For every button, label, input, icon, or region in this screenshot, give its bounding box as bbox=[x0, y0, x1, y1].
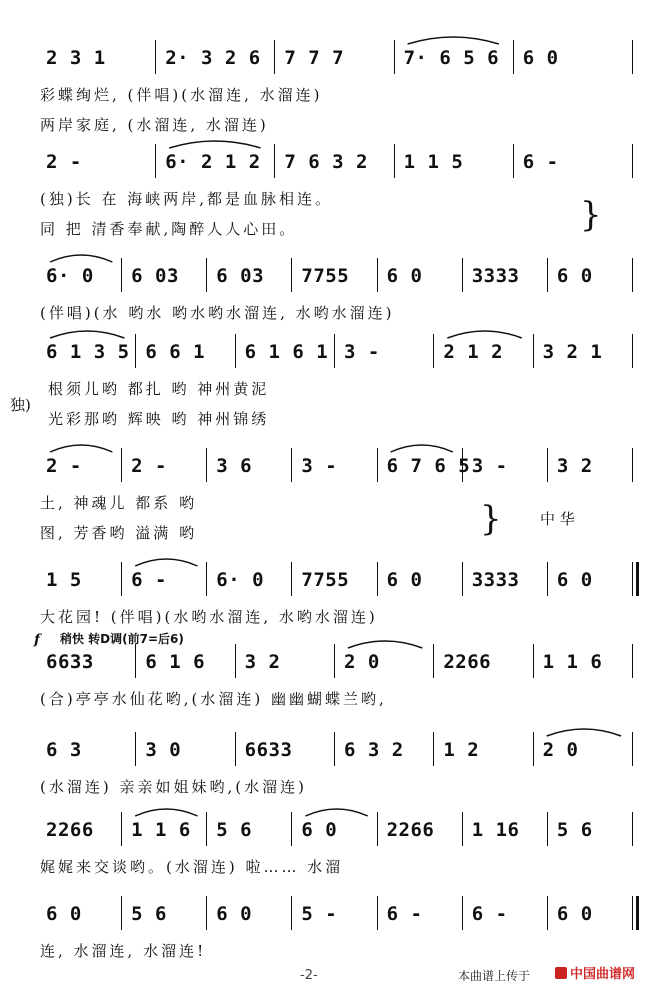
measure: 2 3 1 bbox=[46, 47, 106, 69]
slur-arc bbox=[408, 37, 499, 44]
lyric-line: 两岸家庭, (水溜连, 水溜连) bbox=[40, 116, 269, 134]
measure: 1 16 bbox=[471, 819, 520, 841]
dynamic-mark: f bbox=[34, 632, 41, 648]
slur-arc bbox=[447, 331, 521, 338]
lyric-line: 光彩那哟 辉映 哟 神州锦绣 bbox=[48, 410, 270, 428]
slur-marks bbox=[40, 634, 636, 674]
measure: 1 1 6 bbox=[131, 819, 191, 841]
lyric-line: 同 把 清香奉献,陶醉人人心田。 bbox=[40, 220, 298, 238]
measure: 3 - bbox=[471, 455, 508, 477]
measure: 6 7 6 5 bbox=[386, 455, 471, 477]
lyric-line: (水溜连) 亲亲如姐妹哟,(水溜连) bbox=[40, 778, 307, 796]
measure: 5 6 bbox=[556, 819, 593, 841]
measure: 2 0 bbox=[542, 739, 579, 761]
measure: 2 1 2 bbox=[443, 341, 504, 363]
measure: 5 6 bbox=[131, 903, 167, 925]
solo-label: 独) bbox=[10, 396, 31, 414]
measure: 6 0 bbox=[301, 819, 338, 841]
measure: 6 03 bbox=[216, 265, 265, 287]
measure: 6 3 2 bbox=[344, 739, 404, 761]
lyric-line: 大花园! (伴唱)(水哟水溜连, 水哟水溜连) bbox=[40, 608, 378, 626]
slur-arc bbox=[305, 809, 367, 816]
site-logo bbox=[555, 963, 635, 982]
lyric-line: 土, 神魂儿 都系 哟 bbox=[40, 494, 198, 512]
slur-marks bbox=[40, 552, 636, 592]
measure: 7· 6 5 6 bbox=[403, 47, 500, 69]
lyric-line: (伴唱)(水 哟水 哟水哟水溜连, 水哟水溜连) bbox=[40, 304, 395, 322]
slur-marks bbox=[40, 30, 636, 70]
slur-marks bbox=[40, 324, 636, 364]
measure: 6 0 bbox=[556, 569, 593, 591]
slur-marks bbox=[40, 886, 636, 926]
tempo-key-change: 稍快 转D调(前7=后6) bbox=[60, 632, 184, 646]
slur-arc bbox=[348, 641, 422, 648]
measure: 6 - bbox=[386, 903, 423, 925]
source-note: 本曲谱上传于 bbox=[458, 969, 531, 983]
measure: 1 5 bbox=[46, 569, 82, 591]
measure: 7 6 3 2 bbox=[284, 151, 368, 173]
measure: 7755 bbox=[301, 569, 350, 591]
measure: 2266 bbox=[46, 819, 94, 841]
logo-icon bbox=[555, 967, 567, 979]
measure: 2· 3 2 6 bbox=[165, 47, 261, 69]
measure: 2 - bbox=[131, 455, 167, 477]
measure: 6 0 bbox=[522, 47, 559, 69]
measure: 6· 0 bbox=[216, 569, 265, 591]
slur-arc bbox=[50, 445, 112, 452]
lyric-brace: } bbox=[480, 499, 502, 539]
lyric-line: (独)长 在 海峡两岸,都是血脉相连。 bbox=[40, 190, 334, 208]
measure: 6 - bbox=[471, 903, 508, 925]
site-logo-text: 中国曲谱网 bbox=[570, 967, 636, 982]
measure: 1 1 6 bbox=[542, 651, 603, 673]
measure: 6 0 bbox=[216, 903, 253, 925]
lyric-continuation: 中 华 bbox=[540, 510, 575, 528]
lyric-line: 彩蝶绚烂, (伴唱)(水溜连, 水溜连) bbox=[40, 86, 323, 104]
measure: 3 6 bbox=[216, 455, 253, 477]
measure: 1 1 5 bbox=[403, 151, 464, 173]
measure: 6 1 3 5 bbox=[46, 341, 130, 363]
measure: 3 - bbox=[301, 455, 338, 477]
slur-arc bbox=[135, 809, 197, 816]
measure: 6 0 bbox=[556, 903, 593, 925]
measure: 6 1 6 1 bbox=[244, 341, 329, 363]
measure: 1 2 bbox=[443, 739, 480, 761]
slur-arc bbox=[547, 729, 621, 736]
measure: 6 - bbox=[131, 569, 167, 591]
measure: 7755 bbox=[301, 265, 350, 287]
lyric-line: 娓娓来交谈哟。(水溜连) 啦…… 水溜 bbox=[40, 858, 344, 876]
measure: 6 0 bbox=[386, 569, 423, 591]
measure: 6 6 1 bbox=[145, 341, 206, 363]
measure: 6· 2 1 2 bbox=[165, 151, 261, 173]
measure: 6633 bbox=[244, 739, 293, 761]
measure: 6 - bbox=[522, 151, 559, 173]
measure: 3333 bbox=[471, 569, 520, 591]
slur-arc bbox=[50, 331, 124, 338]
measure: 6633 bbox=[46, 651, 94, 673]
measure: 3 2 1 bbox=[542, 341, 603, 363]
measure: 6 3 bbox=[46, 739, 82, 761]
measure: 6 1 6 bbox=[145, 651, 206, 673]
measure: 3333 bbox=[471, 265, 520, 287]
measure: 3 2 bbox=[244, 651, 281, 673]
lyric-line: 连, 水溜连, 水溜连! bbox=[40, 942, 207, 960]
measure: 6 0 bbox=[386, 265, 423, 287]
lyric-line: 图, 芳香哟 溢满 哟 bbox=[40, 524, 198, 542]
measure: 6 0 bbox=[556, 265, 593, 287]
slur-marks bbox=[40, 248, 636, 288]
measure: 3 2 bbox=[556, 455, 593, 477]
slur-arc bbox=[391, 445, 453, 452]
slur-marks bbox=[40, 134, 636, 174]
measure: 5 - bbox=[301, 903, 338, 925]
slur-marks bbox=[40, 438, 636, 478]
lyric-brace: } bbox=[580, 195, 602, 235]
measure: 2 0 bbox=[344, 651, 380, 673]
measure: 2266 bbox=[386, 819, 435, 841]
final-barline bbox=[636, 562, 639, 596]
lyric-line: (合)亭亭水仙花哟,(水溜连) 幽幽蝴蝶兰哟, bbox=[40, 690, 387, 708]
measure: 2266 bbox=[443, 651, 492, 673]
page-number: -2- bbox=[300, 968, 318, 983]
slur-marks bbox=[40, 802, 636, 842]
slur-arc bbox=[169, 141, 260, 148]
measure: 3 - bbox=[344, 341, 380, 363]
slur-arc bbox=[135, 559, 197, 566]
measure: 6 0 bbox=[46, 903, 82, 925]
measure: 5 6 bbox=[216, 819, 253, 841]
final-barline bbox=[636, 896, 639, 930]
measure: 6· 0 bbox=[46, 265, 94, 287]
slur-arc bbox=[50, 255, 112, 262]
slur-marks bbox=[40, 722, 636, 762]
measure: 7 7 7 bbox=[284, 47, 345, 69]
measure: 6 03 bbox=[131, 265, 179, 287]
measure: 3 0 bbox=[145, 739, 182, 761]
measure: 2 - bbox=[46, 151, 82, 173]
lyric-line: 根须儿哟 都扎 哟 神州黄泥 bbox=[48, 380, 270, 398]
measure: 2 - bbox=[46, 455, 82, 477]
